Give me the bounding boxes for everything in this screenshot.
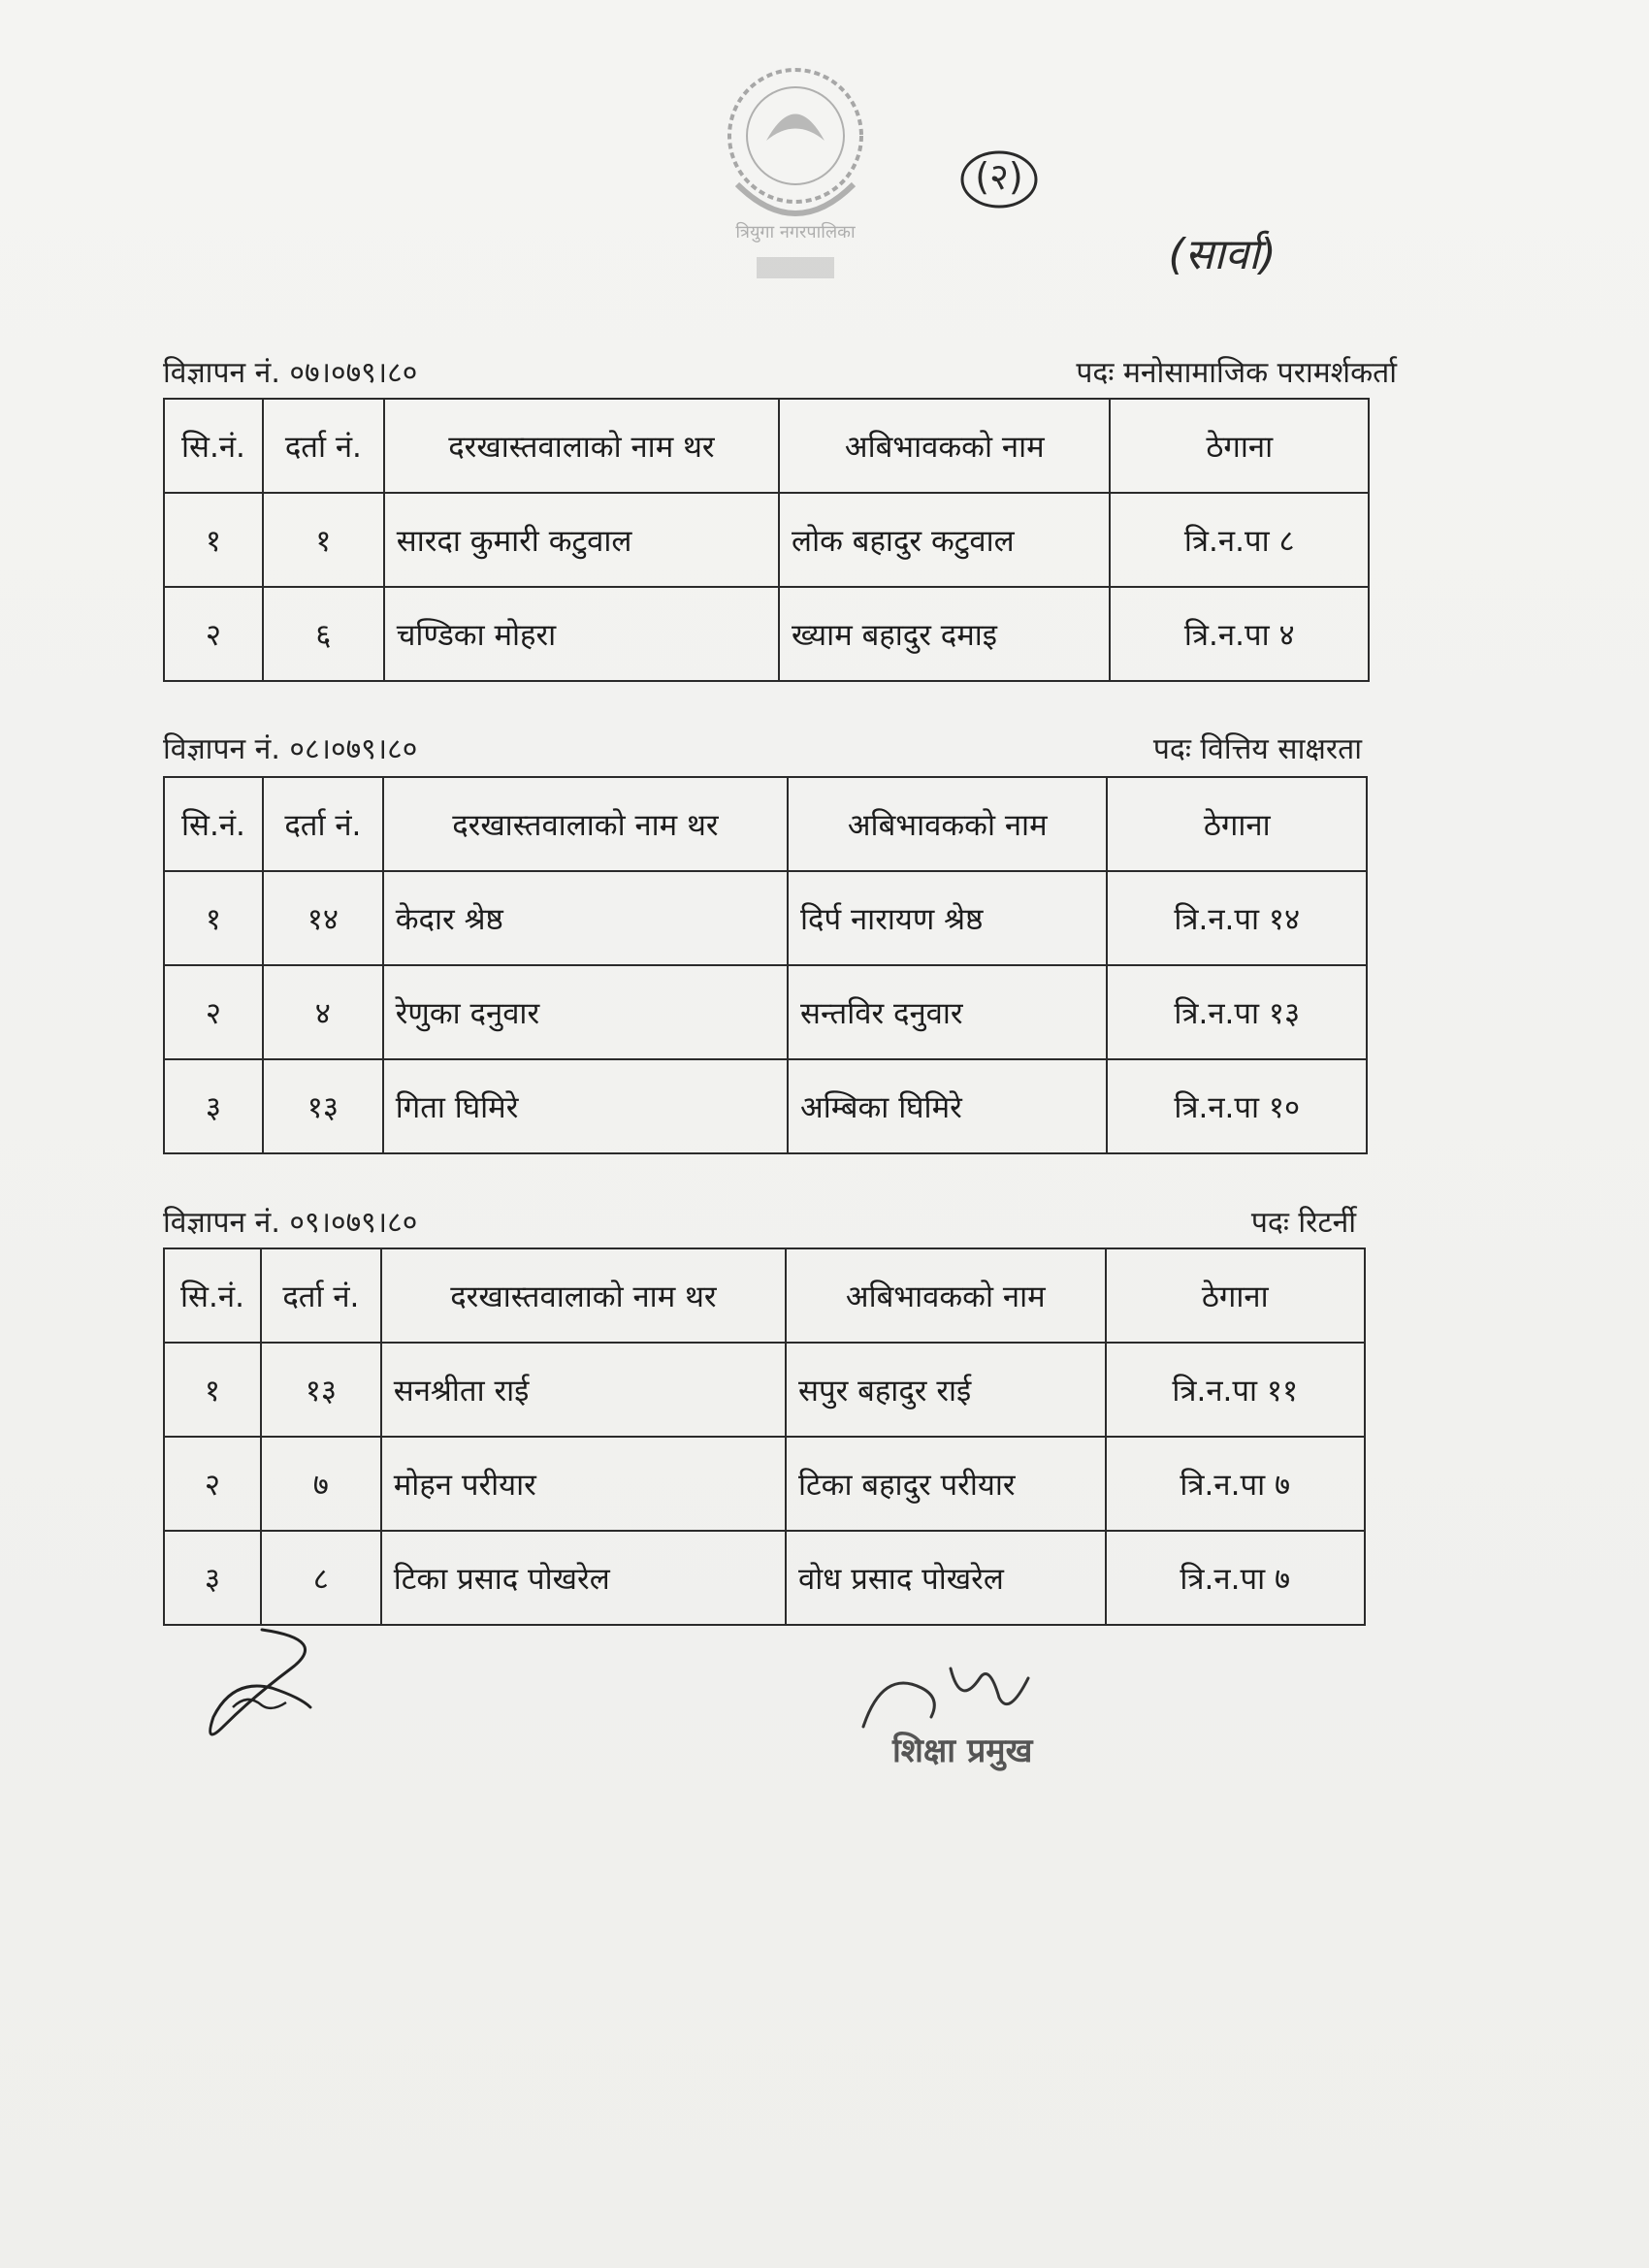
post-title: पदः मनोसामाजिक परामर्शकर्ता [1076,356,1397,390]
cell-serial: २ [164,587,263,681]
section-header-2 [163,728,1362,770]
section-header-1 [163,351,1397,394]
post-title: पदः रिटर्नी [1250,1206,1356,1240]
col-header-address: ठेगाना [1106,1248,1366,1343]
cell-serial: १ [164,871,263,965]
cell-reg: १ [263,493,384,587]
cell-serial: १ [164,493,263,587]
table-row [164,1343,1365,1437]
applicant-table-3 [163,1247,1366,1626]
col-header-reg: दर्ता नं. [263,399,384,493]
cell-guardian: टिका बहादुर परीयार [786,1437,1105,1531]
col-header-name: दरखास्तवालाको नाम थर [381,1248,786,1343]
table-row [164,1531,1365,1625]
cell-guardian: सपुर बहादुर राई [786,1343,1105,1437]
col-header-serial: सि.नं. [164,1248,261,1343]
post-title: पदः वित्तिय साक्षरता [1152,732,1362,766]
cell-name: गिता घिमिरे [383,1059,788,1153]
cell-serial: ३ [164,1059,263,1153]
cell-address: त्रि.न.पा ११ [1106,1343,1366,1437]
cell-name: केदार श्रेष्ठ [383,871,788,965]
cell-serial: ३ [164,1531,261,1625]
copy-mark: (सार्वा) [1168,230,1277,279]
col-header-reg: दर्ता नं. [261,1248,381,1343]
col-header-address: ठेगाना [1110,399,1369,493]
cell-guardian: लोक बहादुर कटुवाल [779,493,1110,587]
cell-guardian: वोध प्रसाद पोखरेल [786,1531,1105,1625]
signature-left [194,1620,340,1746]
col-header-guardian: अबिभावकको नाम [788,777,1107,871]
cell-name: चण्डिका मोहरा [384,587,779,681]
cell-address: त्रि.न.पा ४ [1110,587,1369,681]
cell-serial: २ [164,1437,261,1531]
col-header-guardian: अबिभावकको नाम [779,399,1110,493]
col-header-name: दरखास्तवालाको नाम थर [384,399,779,493]
table-row [164,871,1367,965]
cell-reg: ६ [263,587,384,681]
advertisement-number: विज्ञापन नं. ०८।०७९।८० [163,732,418,766]
cell-reg: १३ [263,1059,383,1153]
col-header-serial: सि.नं. [164,777,263,871]
table-row [164,587,1369,681]
advertisement-number: विज्ञापन नं. ०९।०७९।८० [163,1206,418,1240]
cell-address: त्रि.न.पा १४ [1107,871,1367,965]
applicant-table-1 [163,398,1370,682]
cell-address: त्रि.न.पा १३ [1107,965,1367,1059]
cell-reg: ७ [261,1437,381,1531]
cell-name: सारदा कुमारी कटुवाल [384,493,779,587]
table-header-row [164,777,1367,871]
section-header-3 [163,1201,1356,1244]
table-header-row [164,399,1369,493]
table-row [164,1437,1365,1531]
cell-name: मोहन परीयार [381,1437,786,1531]
table-row [164,1059,1367,1153]
official-stamp [679,49,912,301]
table-row [164,493,1369,587]
svg-text:त्रियुगा नगरपालिका: त्रियुगा नगरपालिका [735,222,856,243]
col-header-serial: सि.नं. [164,399,263,493]
cell-name: टिका प्रसाद पोखरेल [381,1531,786,1625]
advertisement-number: विज्ञापन नं. ०७।०७९।८० [163,356,418,390]
cell-guardian: दिर्प नारायण श्रेष्ठ [788,871,1107,965]
cell-reg: ४ [263,965,383,1059]
signature-role-stamp: शिक्षा प्रमुख [892,1732,1033,1770]
col-header-address: ठेगाना [1107,777,1367,871]
cell-name: सनश्रीता राई [381,1343,786,1437]
cell-address: त्रि.न.पा ८ [1110,493,1369,587]
cell-guardian: ख्याम बहादुर दमाइ [779,587,1110,681]
col-header-reg: दर्ता नं. [263,777,383,871]
cell-reg: १४ [263,871,383,965]
cell-name: रेणुका दनुवार [383,965,788,1059]
cell-address: त्रि.न.पा ७ [1106,1531,1366,1625]
cell-reg: ८ [261,1531,381,1625]
cell-guardian: सन्तविर दनुवार [788,965,1107,1059]
cell-address: त्रि.न.पा १० [1107,1059,1367,1153]
cell-reg: १३ [261,1343,381,1437]
cell-guardian: अम्बिका घिमिरे [788,1059,1107,1153]
cell-serial: २ [164,965,263,1059]
cell-serial: १ [164,1343,261,1437]
col-header-name: दरखास्तवालाको नाम थर [383,777,788,871]
cell-address: त्रि.न.पा ७ [1106,1437,1366,1531]
col-header-guardian: अबिभावकको नाम [786,1248,1105,1343]
applicant-table-2 [163,776,1368,1154]
table-row [164,965,1367,1059]
table-header-row [164,1248,1365,1343]
page-number: (२) [975,155,1023,198]
